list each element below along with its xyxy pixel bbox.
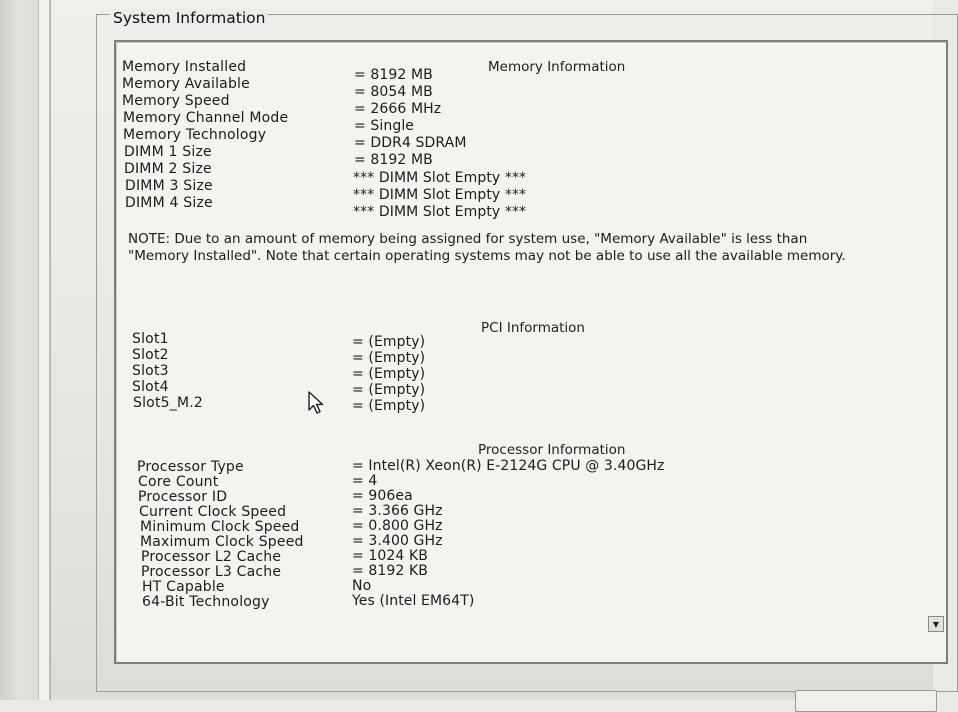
groupbox-title: System Information xyxy=(110,9,268,27)
processor-section-title: Processor Information xyxy=(478,442,626,458)
memory-value: = Single xyxy=(354,118,415,134)
processor-label: Minimum Clock Speed xyxy=(140,519,300,535)
processor-label: Processor ID xyxy=(138,489,228,505)
processor-value: = 906ea xyxy=(352,488,413,504)
footer-button[interactable] xyxy=(795,690,937,712)
processor-value: = Intel(R) Xeon(R) E-2124G CPU @ 3.40GHz xyxy=(352,458,665,474)
left-frame xyxy=(0,0,51,700)
processor-value: = 8192 KB xyxy=(352,563,428,579)
pci-slot-label: Slot5_M.2 xyxy=(133,395,203,411)
memory-value: *** DIMM Slot Empty *** xyxy=(353,204,527,220)
pci-slot-label: Slot4 xyxy=(132,379,169,395)
processor-label: Processor Type xyxy=(137,459,244,475)
processor-label: HT Capable xyxy=(142,579,225,595)
pci-slot-value: = (Empty) xyxy=(352,334,426,350)
memory-label: DIMM 2 Size xyxy=(124,161,212,177)
pci-section-title: PCI Information xyxy=(481,320,585,336)
processor-value: = 0.800 GHz xyxy=(352,518,443,534)
memory-value: = 8192 MB xyxy=(354,67,433,83)
pci-slot-value: = (Empty) xyxy=(352,398,426,414)
processor-label: Processor L2 Cache xyxy=(141,549,282,565)
scroll-down-button[interactable] xyxy=(928,616,944,632)
processor-label: Core Count xyxy=(138,474,219,490)
processor-value: = 3.366 GHz xyxy=(352,503,443,519)
memory-label: Memory Channel Mode xyxy=(123,110,289,126)
memory-label: DIMM 4 Size xyxy=(125,195,213,211)
memory-label: Memory Available xyxy=(122,76,250,92)
memory-value: *** DIMM Slot Empty *** xyxy=(353,187,527,203)
memory-label: Memory Speed xyxy=(122,93,230,109)
info-panel[interactable] xyxy=(114,40,948,664)
memory-value: = 8192 MB xyxy=(354,152,433,168)
processor-label: Current Clock Speed xyxy=(139,504,287,520)
memory-value: *** DIMM Slot Empty *** xyxy=(353,170,527,186)
memory-value: = DDR4 SDRAM xyxy=(354,135,467,151)
memory-label: DIMM 1 Size xyxy=(124,144,212,160)
memory-value: = 8054 MB xyxy=(354,84,433,100)
pci-slot-value: = (Empty) xyxy=(352,350,426,366)
pci-slot-label: Slot1 xyxy=(132,331,169,347)
pci-slot-value: = (Empty) xyxy=(352,382,426,398)
memory-section-title: Memory Information xyxy=(488,59,626,75)
pci-slot-label: Slot3 xyxy=(132,363,169,379)
triangle-down-icon: ▼ xyxy=(932,619,940,629)
processor-label: Processor L3 Cache xyxy=(141,564,282,580)
processor-label: Maximum Clock Speed xyxy=(140,534,304,550)
processor-label: 64-Bit Technology xyxy=(142,594,270,610)
memory-note: NOTE: Due to an amount of memory being assigned for system use, "Memory Available" is less than "Memory Installed". Note that certain operating systems may not be able to use all the available memory. xyxy=(128,231,846,264)
processor-value: = 4 xyxy=(352,473,378,489)
memory-label: DIMM 3 Size xyxy=(125,178,213,194)
memory-label: Memory Technology xyxy=(123,127,267,143)
left-rail xyxy=(38,0,50,700)
memory-label: Memory Installed xyxy=(122,59,247,75)
memory-value: = 2666 MHz xyxy=(354,101,442,117)
pci-slot-label: Slot2 xyxy=(132,347,169,363)
mouse-pointer-icon xyxy=(306,390,328,416)
pci-slot-value: = (Empty) xyxy=(352,366,426,382)
processor-value: Yes (Intel EM64T) xyxy=(352,593,475,609)
processor-value: = 1024 KB xyxy=(352,548,428,564)
processor-value: No xyxy=(352,578,372,594)
processor-value: = 3.400 GHz xyxy=(352,533,443,549)
